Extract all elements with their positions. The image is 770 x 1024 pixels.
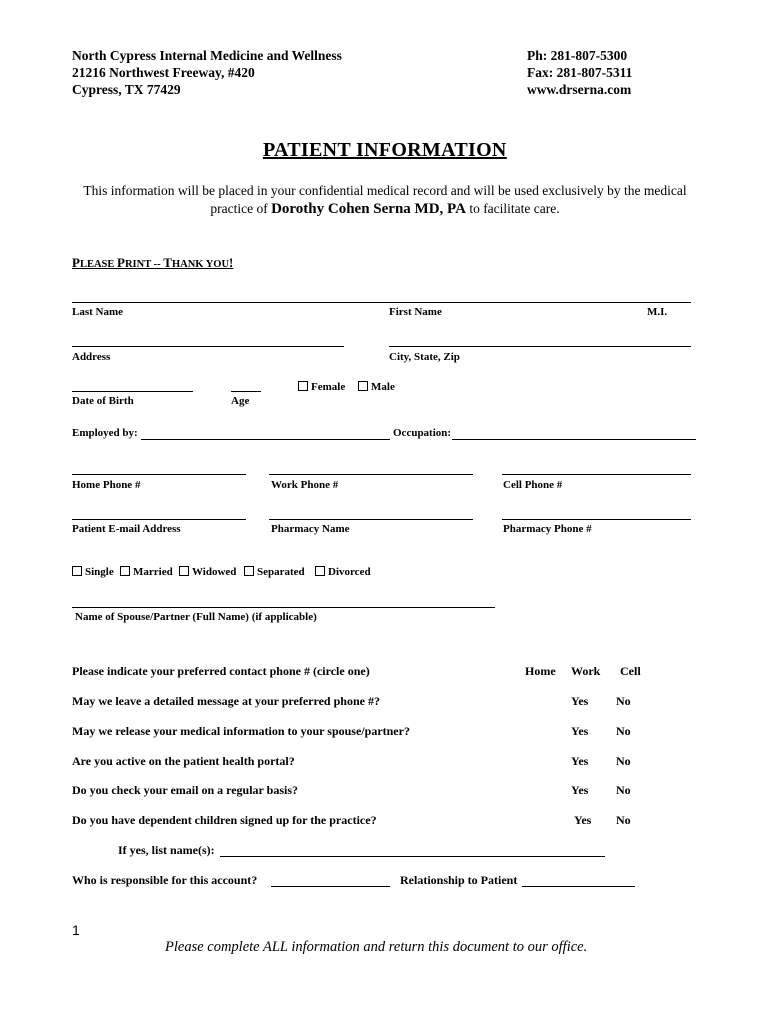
if-yes-label: If yes, list name(s):: [118, 843, 215, 857]
question-dependent-children: Do you have dependent children signed up for the practice?: [72, 813, 377, 827]
cell-phone-line[interactable]: [502, 474, 691, 475]
q1-yes[interactable]: Yes: [571, 694, 589, 708]
practice-website: www.drserna.com: [527, 82, 632, 97]
separated-checkbox[interactable]: [244, 566, 254, 576]
marital-divorced[interactable]: [315, 566, 371, 578]
intro-line1: This information will be placed in your confidential medical record and will be used exclusively by the medical: [83, 183, 687, 198]
intro-line2-prefix: practice of: [210, 201, 272, 216]
pp-1: P: [72, 255, 80, 270]
male-option[interactable]: [358, 381, 395, 393]
married-checkbox[interactable]: [120, 566, 130, 576]
pp-4: RINT --: [124, 259, 164, 270]
q4-no[interactable]: No: [616, 783, 631, 797]
q2-yes[interactable]: Yes: [571, 724, 589, 738]
please-print-heading: [72, 255, 233, 271]
email-label: Patient E-mail Address: [72, 523, 181, 535]
pharmacy-name-line[interactable]: [269, 519, 473, 520]
last-name-label: Last Name: [72, 306, 124, 318]
children-names-line[interactable]: [220, 856, 605, 857]
page-title: PATIENT INFORMATION: [263, 139, 507, 161]
male-checkbox[interactable]: [358, 381, 368, 391]
pp-6: HANK YOU: [171, 259, 230, 270]
practice-fax: Fax: 281-807-5311: [527, 65, 633, 80]
intro-text: [0, 182, 770, 218]
mi-label: M.I.: [647, 306, 668, 318]
pp-2: LEASE: [79, 259, 118, 270]
work-phone-label: Work Phone #: [271, 479, 339, 491]
question-check-email: Do you check your email on a regular basis?: [72, 783, 299, 797]
practice-address-line2: Cypress, TX 77429: [72, 82, 181, 97]
employed-by-line[interactable]: [141, 439, 390, 440]
city-state-zip-label: City, State, Zip: [389, 351, 460, 363]
address-label: Address: [72, 351, 111, 363]
single-label: Single: [85, 566, 114, 578]
employed-by-label: Employed by:: [72, 427, 138, 439]
cell-phone-label: Cell Phone #: [503, 479, 563, 491]
q5-yes[interactable]: Yes: [574, 813, 592, 827]
practice-address-line1: 21216 Northwest Freeway, #420: [72, 65, 255, 80]
pp-3: P: [117, 255, 125, 270]
intro-line2-suffix: to facilitate care.: [465, 201, 560, 216]
q2-no[interactable]: No: [616, 724, 631, 738]
practice-phone: Ph: 281-807-5300: [527, 48, 628, 63]
question-release-info: May we release your medical information to your spouse/partner?: [72, 724, 410, 738]
preferred-phone-question: Please indicate your preferred contact phone # (circle one): [72, 664, 370, 678]
question-health-portal: Are you active on the patient health portal?: [72, 754, 295, 768]
marital-separated[interactable]: [244, 566, 305, 578]
doctor-name: Dorothy Cohen Serna MD, PA: [271, 201, 466, 217]
name-line[interactable]: [72, 302, 691, 303]
relationship-label: Relationship to Patient: [400, 873, 518, 887]
question-detailed-message: May we leave a detailed message at your preferred phone #?: [72, 694, 380, 708]
marital-single[interactable]: [72, 566, 114, 578]
marital-married[interactable]: [120, 566, 173, 578]
city-state-zip-line[interactable]: [389, 346, 691, 347]
age-line[interactable]: [231, 391, 261, 392]
dob-line[interactable]: [72, 391, 193, 392]
separated-label: Separated: [257, 566, 305, 578]
preferred-work-option[interactable]: Work: [571, 664, 601, 678]
married-label: Married: [133, 566, 173, 578]
home-phone-label: Home Phone #: [72, 479, 141, 491]
divorced-checkbox[interactable]: [315, 566, 325, 576]
q4-yes[interactable]: Yes: [571, 783, 589, 797]
divorced-label: Divorced: [328, 566, 371, 578]
occupation-label: Occupation:: [393, 427, 452, 439]
preferred-cell-option[interactable]: Cell: [620, 664, 641, 678]
relationship-line[interactable]: [522, 886, 635, 887]
responsible-label: Who is responsible for this account?: [72, 873, 258, 887]
responsible-line[interactable]: [271, 886, 390, 887]
q3-no[interactable]: No: [616, 754, 631, 768]
work-phone-line[interactable]: [269, 474, 473, 475]
q1-no[interactable]: No: [616, 694, 631, 708]
q5-no[interactable]: No: [616, 813, 631, 827]
email-line[interactable]: [72, 519, 246, 520]
dob-label: Date of Birth: [72, 395, 134, 407]
spouse-name-line[interactable]: [72, 607, 495, 608]
pharmacy-name-label: Pharmacy Name: [271, 523, 350, 535]
single-checkbox[interactable]: [72, 566, 82, 576]
preferred-home-option[interactable]: Home: [525, 664, 556, 678]
pharmacy-phone-line[interactable]: [502, 519, 691, 520]
female-label: Female: [311, 381, 346, 393]
practice-name: North Cypress Internal Medicine and Wellness: [72, 48, 342, 63]
q3-yes[interactable]: Yes: [571, 754, 589, 768]
female-option[interactable]: [298, 381, 345, 393]
widowed-label: Widowed: [192, 566, 237, 578]
first-name-label: First Name: [389, 306, 442, 318]
widowed-checkbox[interactable]: [179, 566, 189, 576]
page-number: 1: [72, 922, 80, 938]
male-label: Male: [371, 381, 395, 393]
pp-7: !: [229, 255, 234, 270]
pp-5: T: [163, 255, 172, 270]
occupation-line[interactable]: [452, 439, 696, 440]
footer-note: Please complete ALL information and return this document to our office.: [165, 939, 588, 955]
address-line[interactable]: [72, 346, 344, 347]
home-phone-line[interactable]: [72, 474, 246, 475]
age-label: Age: [231, 395, 250, 407]
marital-widowed[interactable]: [179, 566, 236, 578]
female-checkbox[interactable]: [298, 381, 308, 391]
pharmacy-phone-label: Pharmacy Phone #: [503, 523, 592, 535]
spouse-name-label: Name of Spouse/Partner (Full Name) (if applicable): [75, 611, 317, 623]
